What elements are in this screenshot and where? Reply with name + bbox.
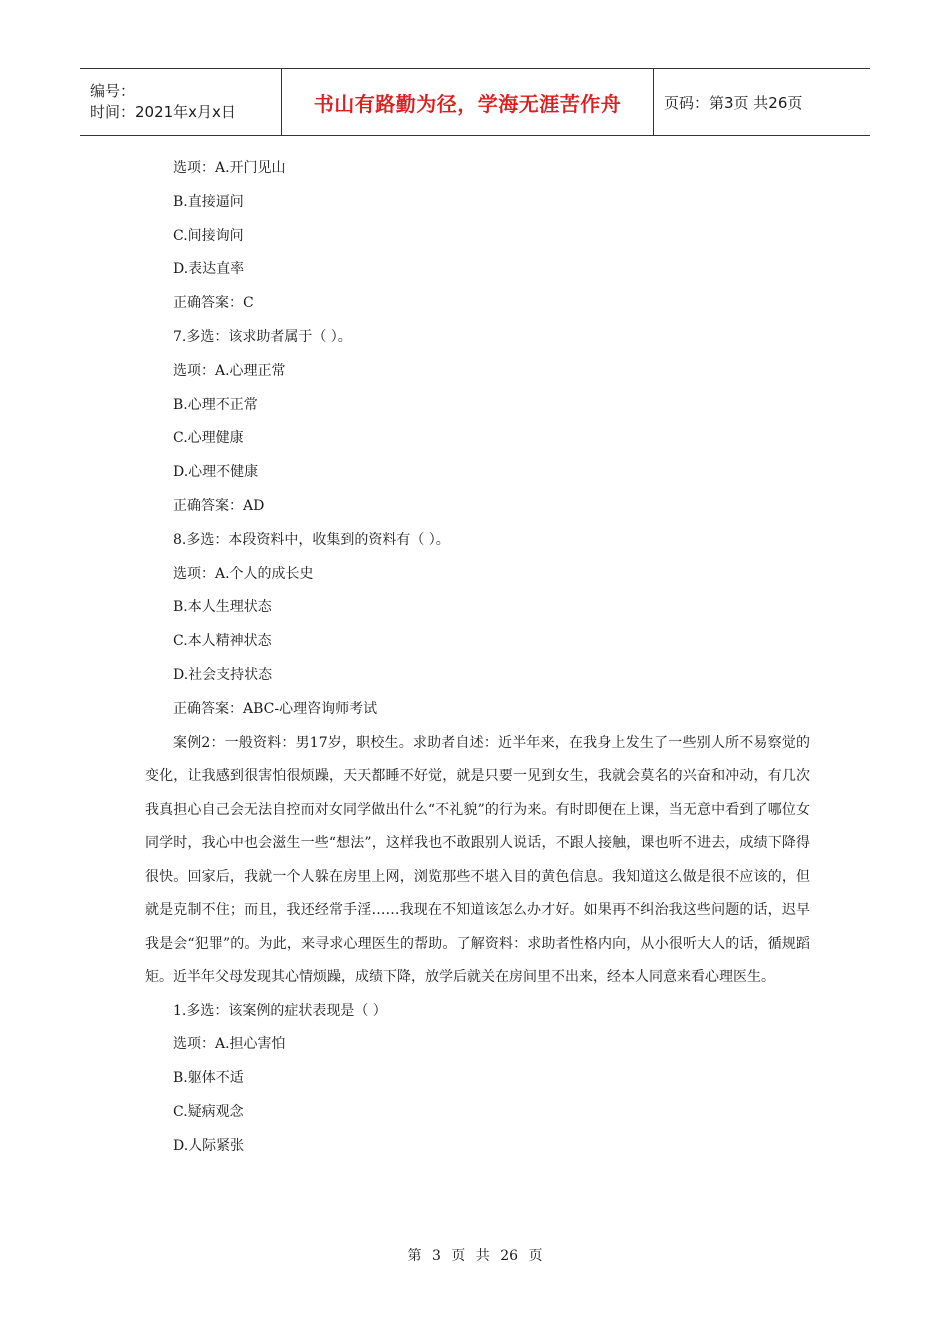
text-line: B.直接逼问 <box>173 193 244 210</box>
document-time-label: 时间：2021年x月x日 <box>90 103 236 121</box>
text-line: C.疑病观念 <box>173 1103 244 1120</box>
header-left-cell <box>80 69 281 135</box>
text-line: D.人际紧张 <box>173 1137 245 1154</box>
text-line: D.社会支持状态 <box>173 666 273 683</box>
question-line: 8.多选：本段资料中，收集到的资料有（ ）。 <box>173 531 450 548</box>
header-motto-cell <box>281 69 654 135</box>
text-line: 选项：A.担心害怕 <box>173 1036 286 1053</box>
header-table <box>80 68 870 136</box>
answer-line: 正确答案：ABC-心理咨询师考试 <box>173 700 378 717</box>
text-line: D.心理不健康 <box>173 464 259 481</box>
text-line: B.躯体不适 <box>173 1070 244 1087</box>
text-line: C.本人精神状态 <box>173 633 272 650</box>
header-page-cell <box>654 69 870 135</box>
text-line: B.心理不正常 <box>173 396 258 413</box>
text-line: C.心理健康 <box>173 430 244 447</box>
question-line: 1.多选：该案例的症状表现是（ ） <box>173 1002 387 1019</box>
text-line: 选项：A.个人的成长史 <box>173 565 314 582</box>
page-footer: 第 3 页 共 26 页 <box>407 1248 543 1264</box>
header-motto: 书山有路勤为径，学海无涯苦作舟 <box>313 91 622 116</box>
document-body <box>145 152 810 1164</box>
answer-line: 正确答案：C <box>173 295 254 312</box>
document-number-label: 编号： <box>90 82 136 100</box>
text-line: 选项：A.开门见山 <box>173 160 286 176</box>
text-line: B.本人生理状态 <box>173 599 272 616</box>
question-line: 7.多选：该求助者属于（ ）。 <box>173 328 352 345</box>
text-line: C.间接询问 <box>173 227 244 244</box>
header-page-code: 页码：第3页 共26页 <box>664 93 803 112</box>
text-line: D.表达直率 <box>173 261 245 278</box>
answer-line: 正确答案：AD <box>173 497 265 514</box>
text-line: 选项：A.心理正常 <box>173 362 286 379</box>
case-paragraph: 案例2：一般资料：男17岁，职校生。求助者自述：近半年来，在我身上发生了一些别人所不易察觉的变化，让我感到很害怕很烦躁，天天都睡不好觉，就是只要一见到女生，我就会莫名的兴奋和冲动，有几次我真担心自己会无法自控而对女同学做出什么“不礼貌”的行为来。有时即便在上课，当无意中看到了哪位女同学时，我心中也会滋生一些“想法”，这样我也不敢跟别人说话，不跟人接触，课也听不进去，成绩下降得很快。回家后，我就一个人躲在房里上网，浏览那些不堪入目的黄色信息。我知道这么做是很不应该的，但就是克制不住；而且，我还经常手淫……我现在不知道该怎么办才好。如果再不纠治我这些问题的话，迟早我是会“犯罪”的。为此，来寻求心理医生的帮助。了解资料：求助者性格内向，从小很听大人的话，循规蹈矩。近半年父母发现其心情烦躁，成绩下降，放学后就关在房间里不出来，经本人同意来看心理医生。 <box>145 734 810 986</box>
